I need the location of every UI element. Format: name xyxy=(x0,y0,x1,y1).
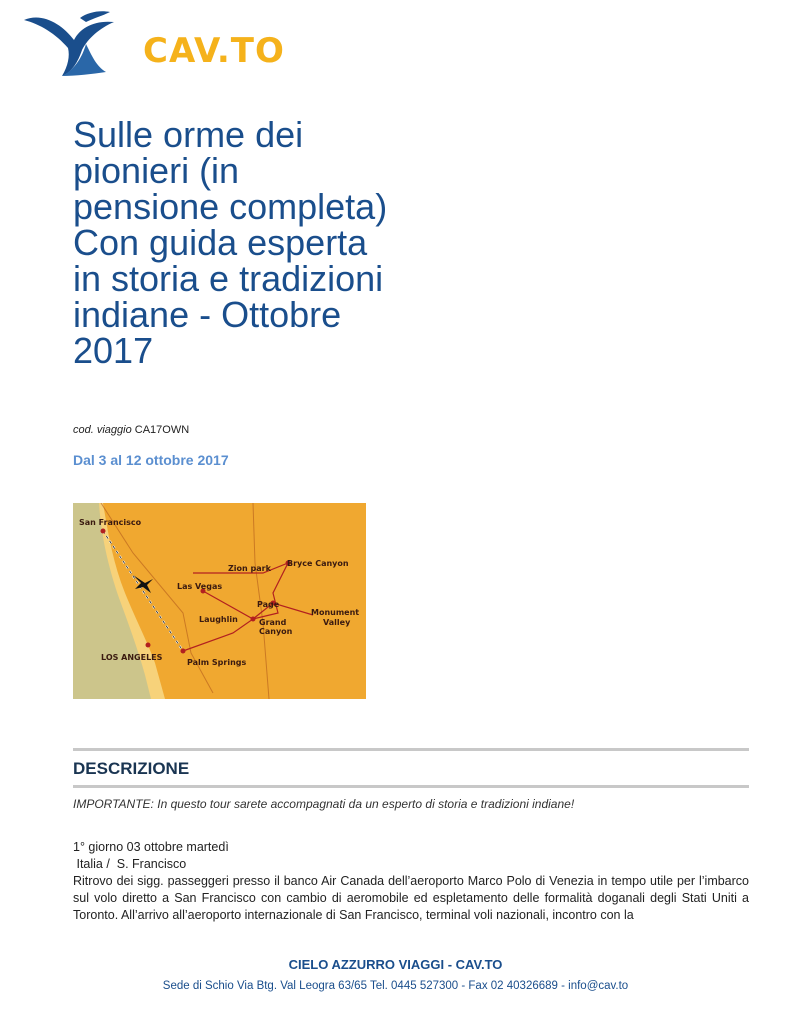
important-note: IMPORTANTE: In questo tour sarete accompagnati da un esperto di storia e tradizioni indiane! xyxy=(73,797,575,811)
map-label-monument: Monument xyxy=(311,608,360,617)
map-label-palm-springs: Palm Springs xyxy=(187,658,247,667)
logo-text: CAV.TO xyxy=(143,31,285,71)
bird-logo-icon xyxy=(22,10,132,80)
footer-company: CIELO AZZURRO VIAGGI - CAV.TO xyxy=(288,957,503,972)
trip-code xyxy=(73,424,189,436)
section-divider-top xyxy=(73,748,749,751)
section-heading: DESCRIZIONE xyxy=(73,759,190,778)
day-route: Italia / S. Francisco xyxy=(73,857,187,871)
map-label-valley: Valley xyxy=(323,618,351,627)
map-label-las-vegas: Las Vegas xyxy=(177,582,223,591)
map-label-los-angeles: LOS ANGELES xyxy=(101,653,163,662)
map-label-bryce: Bryce Canyon xyxy=(287,559,349,568)
map-label-canyon: Canyon xyxy=(259,627,293,636)
company-logo[interactable] xyxy=(22,10,285,80)
footer-address: Sede di Schio Via Btg. Val Leogra 63/65 Tel. 0445 527300 - Fax 02 40326689 - info@cav.to xyxy=(162,980,629,992)
map-pin xyxy=(181,649,186,654)
section-divider-bottom xyxy=(73,785,749,788)
map-label-laughlin: Laughlin xyxy=(199,615,238,624)
trip-code-label: cod. viaggio xyxy=(73,424,132,436)
map-label-san-francisco: San Francisco xyxy=(79,518,142,527)
day-text: Ritrovo dei sigg. passeggeri presso il banco Air Canada dell’aeroporto Marco Polo di Venezia in tempo utile per l’imbarco sul volo diretto a San Francisco con cambio di aeromobile ed espletamento delle formalità doganali degli Stati Uniti a Toronto. All’arrivo all’aeroporto internazionale di San Francisco, terminal voli nazionali, incontro con la xyxy=(73,874,749,922)
trip-code-value: CA17OWN xyxy=(134,424,190,436)
page-title: Sulle orme dei pionieri (in pensione completa) Con guida esperta in storia e tradizioni indiane - Ottobre 2017 xyxy=(73,114,388,371)
map-pin xyxy=(251,617,256,622)
map-pin xyxy=(101,529,106,534)
map-label-page: Page xyxy=(257,600,280,609)
map-pin xyxy=(146,643,151,648)
itinerary-day-1 xyxy=(73,839,749,924)
map-label-grand: Grand xyxy=(259,618,287,627)
map-label-zion: Zion park xyxy=(228,564,271,573)
route-map xyxy=(73,503,366,699)
day-title: 1° giorno 03 ottobre martedì xyxy=(73,840,229,854)
trip-dates: Dal 3 al 12 ottobre 2017 xyxy=(73,452,229,468)
